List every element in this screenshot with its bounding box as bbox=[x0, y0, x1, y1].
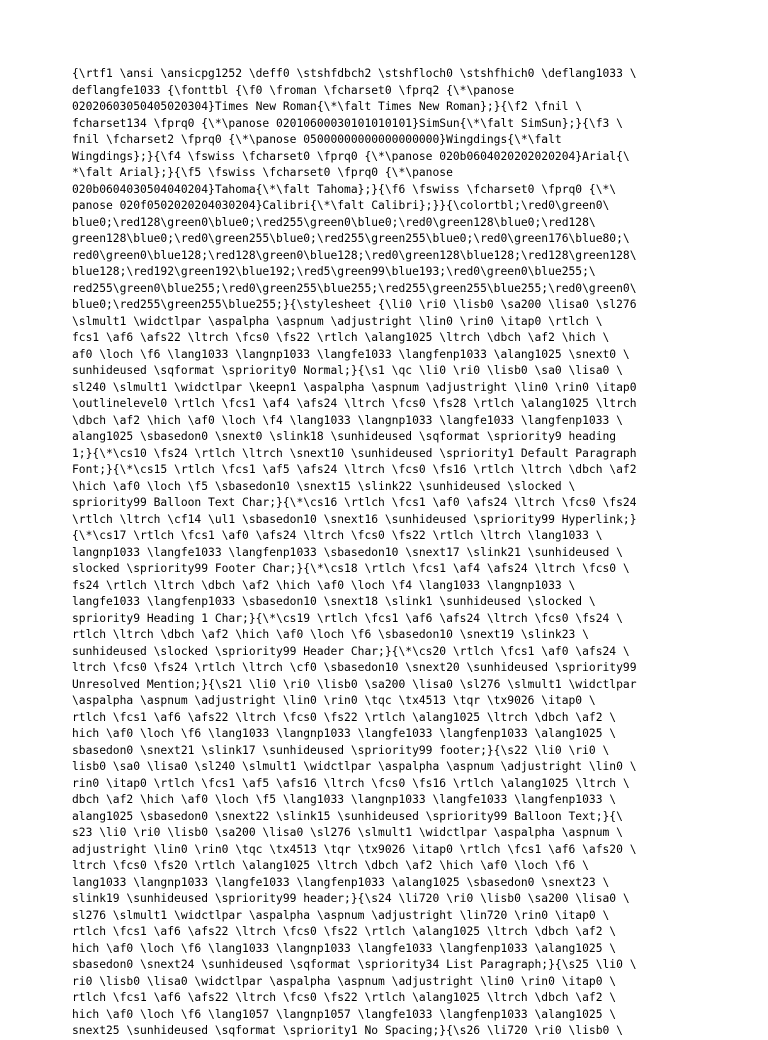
text-line: blue128;\red192\green192\blue192;\red5\green99\blue193;\red0\green0\blue255;\ bbox=[72, 265, 596, 278]
text-line: blue0;\red128\green0\blue0;\red255\green0\blue0;\red0\green128\blue0;\red128\ bbox=[72, 215, 596, 229]
text-line: green128\blue0;\red0\green255\blue0;\red255\green255\blue0;\red0\green176\blue80;\ bbox=[72, 232, 630, 245]
text-line: slocked \spriority99 Footer Char;}{\*\cs18 \rtlch \fcs1 \af4 \afs24 \ltrch \fcs0 \ bbox=[72, 562, 630, 575]
text-line: red0\green0\blue128;\red128\green0\blue128;\red0\green128\blue128;\red128\green128\ bbox=[72, 248, 637, 262]
text-line: lisb0 \sa0 \lisa0 \sl240 \slmult1 \widctlpar \aspalpha \aspnum \adjustright \lin0 \ bbox=[72, 760, 637, 773]
text-line: \slmult1 \widctlpar \aspalpha \aspnum \adjustright \lin0 \rin0 \itap0 \rtlch \ bbox=[72, 314, 603, 328]
text-line: lang1033 \langnp1033 \langfe1033 \langfenp1033 \alang1025 \sbasedon0 \snext23 \ bbox=[72, 875, 610, 889]
text-line: ltrch \fcs0 \fs24 \rtlch \ltrch \cf0 \sbasedon10 \snext20 \sunhideused \spriority99 bbox=[72, 661, 637, 674]
text-line: {\*\cs17 \rtlch \fcs1 \af0 \afs24 \ltrch \fcs0 \fs22 \rtlch \ltrch \lang1033 \ bbox=[72, 529, 603, 542]
text-line: adjustright \lin0 \rin0 \tqc \tx4513 \tqr \tx9026 \itap0 \rtlch \fcs1 \af6 \afs20 \ bbox=[72, 842, 637, 856]
text-line: alang1025 \sbasedon0 \snext22 \slink15 \sunhideused \spriority99 Balloon Text;}{\ bbox=[72, 809, 623, 823]
text-line: fs24 \rtlch \ltrch \dbch \af2 \hich \af0 \loch \f4 \lang1033 \langnp1033 \ bbox=[72, 578, 576, 592]
text-line: alang1025 \sbasedon0 \snext0 \slink18 \sunhideused \sqformat \spriority9 heading bbox=[72, 430, 617, 443]
text-line: hich \af0 \loch \f6 \lang1033 \langnp1033 \langfe1033 \langfenp1033 \alang1025 \ bbox=[72, 941, 617, 955]
text-line: deflangfe1033 {\fonttbl {\f0 \froman \fcharset0 \fprq2 {\*\panose bbox=[72, 83, 515, 97]
text-line: Font;}{\*\cs15 \rtlch \fcs1 \af5 \afs24 \ltrch \fcs0 \fs16 \rtlch \ltrch \dbch \af2 bbox=[72, 463, 637, 476]
text-line: \hich \af0 \loch \f5 \sbasedon10 \snext15 \slink22 \sunhideused \slocked \ bbox=[72, 479, 576, 493]
text-line: hich \af0 \loch \f6 \lang1057 \langnp1057 \langfe1033 \langfenp1033 \alang1025 \ bbox=[72, 1007, 617, 1021]
rtf-source-text bbox=[72, 66, 712, 1040]
text-line: rtlch \fcs1 \af6 \afs22 \ltrch \fcs0 \fs22 \rtlch \alang1025 \ltrch \dbch \af2 \ bbox=[72, 991, 617, 1004]
text-line: \aspalpha \aspnum \adjustright \lin0 \rin0 \tqc \tx4513 \tqr \tx9026 \itap0 \ bbox=[72, 694, 596, 707]
text-line: spriority9 Heading 1 Char;}{\*\cs19 \rtlch \fcs1 \af6 \afs24 \ltrch \fcs0 \fs24 \ bbox=[72, 611, 623, 625]
text-line: dbch \af2 \hich \af0 \loch \f5 \lang1033 \langnp1033 \langfe1033 \langfenp1033 \ bbox=[72, 793, 617, 806]
text-line: rtlch \ltrch \dbch \af2 \hich \af0 \loch \f6 \sbasedon10 \snext19 \slink23 \ bbox=[72, 628, 589, 641]
text-line: Wingdings};}{\f4 \fswiss \fcharset0 \fprq0 {\*\panose 020b0604020202020204}Arial{\ bbox=[72, 149, 630, 163]
text-line: sl240 \slmult1 \widctlpar \keepn1 \aspalpha \aspnum \adjustright \lin0 \rin0 \itap0 bbox=[72, 380, 637, 394]
text-line: Unresolved Mention;}{\s21 \li0 \ri0 \lisb0 \sa200 \lisa0 \sl276 \slmult1 \widctlpar bbox=[72, 677, 637, 691]
text-line: spriority99 Balloon Text Char;}{\*\cs16 \rtlch \fcs1 \af0 \afs24 \ltrch \fcs0 \fs24 bbox=[72, 496, 637, 509]
text-line: {\rtf1 \ansi \ansicpg1252 \deff0 \stshfdbch2 \stshfloch0 \stshfhich0 \deflang1033 \ bbox=[72, 67, 637, 80]
text-line: 020b0604030504040204}Tahoma{\*\falt Tahoma};}{\f6 \fswiss \fcharset0 \fprq0 {\*\ bbox=[72, 182, 617, 196]
text-line: fcharset134 \fprq0 {\*\panose 02010600030101010101}SimSun{\*\falt SimSun};}{\f3 \ bbox=[72, 116, 623, 130]
text-line: 02020603050405020304}Times New Roman{\*\falt Times New Roman};}{\f2 \fnil \ bbox=[72, 100, 583, 113]
text-line: ri0 \lisb0 \lisa0 \widctlpar \aspalpha \aspnum \adjustright \lin0 \rin0 \itap0 \ bbox=[72, 974, 617, 988]
text-line: sunhideused \sqformat \spriority0 Normal;}{\s1 \qc \li0 \ri0 \lisb0 \sa0 \lisa0 \ bbox=[72, 364, 623, 377]
text-line: hich \af0 \loch \f6 \lang1033 \langnp1033 \langfe1033 \langfenp1033 \alang1025 \ bbox=[72, 727, 617, 740]
text-line: af0 \loch \f6 \lang1033 \langnp1033 \langfe1033 \langfenp1033 \alang1025 \snext0 \ bbox=[72, 347, 630, 361]
text-line: red255\green0\blue255;\red0\green255\blue255;\red255\green255\blue255;\red0\green0\ bbox=[72, 281, 637, 295]
text-line: *\falt Arial};}{\f5 \fswiss \fcharset0 \fprq0 {\*\panose bbox=[72, 166, 453, 179]
text-line: slink19 \sunhideused \spriority99 header;}{\s24 \li720 \ri0 \lisb0 \sa200 \lisa0 \ bbox=[72, 892, 630, 905]
text-line: 1;}{\*\cs10 \fs24 \rtlch \ltrch \snext10 \sunhideused \spriority1 Default Paragraph bbox=[72, 446, 637, 460]
text-line: rtlch \fcs1 \af6 \afs22 \ltrch \fcs0 \fs22 \rtlch \alang1025 \ltrch \dbch \af2 \ bbox=[72, 925, 617, 938]
text-line: langfe1033 \langfenp1033 \sbasedon10 \snext18 \slink1 \sunhideused \slocked \ bbox=[72, 595, 596, 608]
text-line: snext25 \sunhideused \sqformat \spriority1 No Spacing;}{\s26 \li720 \ri0 \lisb0 \ bbox=[72, 1024, 623, 1037]
text-line: sbasedon0 \snext21 \slink17 \sunhideused \spriority99 footer;}{\s22 \li0 \ri0 \ bbox=[72, 743, 610, 757]
text-line: fcs1 \af6 \afs22 \ltrch \fcs0 \fs22 \rtlch \alang1025 \ltrch \dbch \af2 \hich \ bbox=[72, 331, 610, 344]
text-line: sl276 \slmult1 \widctlpar \aspalpha \aspnum \adjustright \lin720 \rin0 \itap0 \ bbox=[72, 908, 610, 922]
text-line: sbasedon0 \snext24 \sunhideused \sqformat \spriority34 List Paragraph;}{\s25 \li0 \ bbox=[72, 958, 637, 971]
text-line: ltrch \fcs0 \fs20 \rtlch \alang1025 \ltrch \dbch \af2 \hich \af0 \loch \f6 \ bbox=[72, 859, 589, 872]
text-line: rin0 \itap0 \rtlch \fcs1 \af5 \afs16 \ltrch \fcs0 \fs16 \rtlch \alang1025 \ltrch \ bbox=[72, 776, 630, 790]
text-line: \outlinelevel0 \rtlch \fcs1 \af4 \afs24 \ltrch \fcs0 \fs28 \rtlch \alang1025 \ltrch bbox=[72, 397, 637, 410]
text-line: rtlch \fcs1 \af6 \afs22 \ltrch \fcs0 \fs22 \rtlch \alang1025 \ltrch \dbch \af2 \ bbox=[72, 710, 617, 724]
text-line: \dbch \af2 \hich \af0 \loch \f4 \lang1033 \langnp1033 \langfe1033 \langfenp1033 \ bbox=[72, 413, 623, 427]
text-line: sunhideused \slocked \spriority99 Header Char;}{\*\cs20 \rtlch \fcs1 \af0 \afs24 \ bbox=[72, 644, 630, 658]
text-line: \rtlch \ltrch \cf14 \ul1 \sbasedon10 \snext16 \sunhideused \spriority99 Hyperlink;} bbox=[72, 512, 637, 526]
text-line: blue0;\red255\green255\blue255;}{\stylesheet {\li0 \ri0 \lisb0 \sa200 \lisa0 \sl276 bbox=[72, 298, 637, 311]
text-line: panose 020f0502020204030204}Calibri{\*\falt Calibri};}}{\colortbl;\red0\green0\ bbox=[72, 199, 610, 212]
text-line: langnp1033 \langfe1033 \langfenp1033 \sbasedon10 \snext17 \slink21 \sunhideused \ bbox=[72, 545, 623, 559]
text-line: s23 \li0 \ri0 \lisb0 \sa200 \lisa0 \sl276 \slmult1 \widctlpar \aspalpha \aspnum \ bbox=[72, 826, 623, 839]
text-line: fnil \fcharset2 \fprq0 {\*\panose 05000000000000000000}Wingdings{\*\falt bbox=[72, 133, 562, 146]
